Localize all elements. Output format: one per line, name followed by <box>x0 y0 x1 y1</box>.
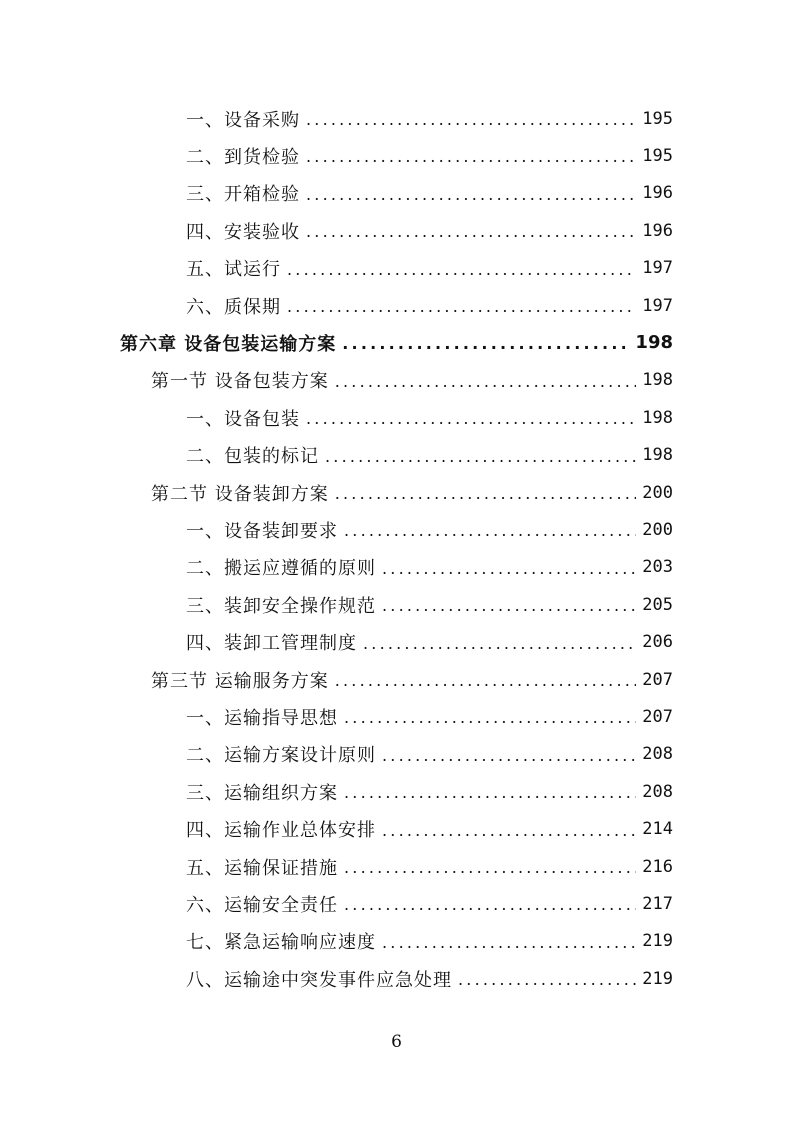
toc-entry-section[interactable] <box>151 474 673 511</box>
toc-entry-item[interactable] <box>186 100 673 137</box>
toc-dot-leader <box>306 222 636 241</box>
toc-dot-leader <box>342 334 629 353</box>
toc-entry-page-number: 205 <box>642 594 673 615</box>
toc-entry-title: 六、运输安全责任 <box>186 894 338 916</box>
toc-dot-leader <box>306 185 636 204</box>
toc-dot-leader <box>344 783 636 802</box>
toc-dot-leader <box>382 821 636 840</box>
toc-entry-title: 二、搬运应遵循的原则 <box>186 558 376 580</box>
toc-entry-title: 第一节 设备包装方案 <box>151 371 329 393</box>
toc-entry-title: 四、运输作业总体安排 <box>186 820 376 842</box>
toc-entry-page-number: 196 <box>642 183 673 204</box>
toc-entry-title: 第六章 设备包装运输方案 <box>120 333 337 355</box>
toc-entry-page-number: 219 <box>642 968 673 989</box>
toc-entry-title: 三、装卸安全操作规范 <box>186 595 376 617</box>
toc-dot-leader <box>287 260 636 279</box>
toc-entry-item[interactable] <box>186 885 673 922</box>
toc-entry-page-number: 198 <box>642 407 673 428</box>
toc-entry-title: 二、运输方案设计原则 <box>186 745 376 767</box>
toc-entry-item[interactable] <box>186 923 673 960</box>
toc-entry-page-number: 208 <box>642 744 673 765</box>
toc-entry-item[interactable] <box>186 399 673 436</box>
toc-entry-item[interactable] <box>186 175 673 212</box>
toc-dot-leader <box>325 447 636 466</box>
toc-dot-leader <box>382 596 636 615</box>
toc-entry-item[interactable] <box>186 773 673 810</box>
toc-entry-title: 一、运输指导思想 <box>186 707 338 729</box>
toc-entry-title: 四、装卸工管理制度 <box>186 633 357 655</box>
toc-entry-page-number: 208 <box>642 781 673 802</box>
toc-entry-item[interactable] <box>186 137 673 174</box>
toc-entry-page-number: 217 <box>642 893 673 914</box>
toc-entry-title: 三、运输组织方案 <box>186 782 338 804</box>
toc-dot-leader <box>306 409 636 428</box>
toc-dot-leader <box>382 559 636 578</box>
toc-entry-page-number: 195 <box>642 108 673 129</box>
toc-entry-item[interactable] <box>186 586 673 623</box>
toc-dot-leader <box>382 933 636 952</box>
toc-entry-page-number: 197 <box>642 295 673 316</box>
toc-entry-page-number: 200 <box>642 519 673 540</box>
toc-entry-page-number: 207 <box>642 669 673 690</box>
toc-entry-page-number: 197 <box>642 258 673 279</box>
toc-entry-page-number: 219 <box>642 931 673 952</box>
toc-entry-title: 一、设备装卸要求 <box>186 520 338 542</box>
toc-entry-title: 三、开箱检验 <box>186 184 300 206</box>
toc-entry-item[interactable] <box>186 848 673 885</box>
toc-entry-item[interactable] <box>186 549 673 586</box>
toc-entry-title: 七、紧急运输响应速度 <box>186 932 376 954</box>
toc-dot-leader <box>458 970 636 989</box>
toc-entry-item[interactable] <box>186 960 673 997</box>
toc-entry-section[interactable] <box>151 661 673 698</box>
toc-entry-page-number: 203 <box>642 557 673 578</box>
toc-entry-item[interactable] <box>186 511 673 548</box>
toc-entry-page-number: 196 <box>642 220 673 241</box>
toc-entry-section[interactable] <box>151 362 673 399</box>
toc-dot-leader <box>344 521 636 540</box>
toc-entry-item[interactable] <box>186 250 673 287</box>
toc-entry-page-number: 206 <box>642 632 673 653</box>
toc-dot-leader <box>306 110 636 129</box>
toc-entry-item[interactable] <box>186 437 673 474</box>
toc-dot-leader <box>287 297 636 316</box>
toc-entry-chapter[interactable] <box>120 324 673 361</box>
toc-entry-title: 五、试运行 <box>186 259 281 281</box>
toc-entry-item[interactable] <box>186 212 673 249</box>
toc-entry-page-number: 198 <box>642 370 673 391</box>
toc-entry-item[interactable] <box>186 698 673 735</box>
toc-entry-title: 一、设备包装 <box>186 408 300 430</box>
toc-entry-title: 第三节 运输服务方案 <box>151 670 329 692</box>
toc-entry-item[interactable] <box>186 736 673 773</box>
toc-entry-page-number: 200 <box>642 482 673 503</box>
toc-entry-title: 六、质保期 <box>186 296 281 318</box>
toc-entry-title: 一、设备采购 <box>186 109 300 131</box>
toc-dot-leader <box>335 372 637 391</box>
toc-dot-leader <box>306 147 636 166</box>
toc-dot-leader <box>363 634 636 653</box>
toc-entry-title: 八、运输途中突发事件应急处理 <box>186 969 452 991</box>
toc-entry-item[interactable] <box>186 287 673 324</box>
toc-dot-leader <box>344 895 636 914</box>
toc-dot-leader <box>344 708 636 727</box>
toc-entry-page-number: 198 <box>642 445 673 466</box>
toc-dot-leader <box>335 484 637 503</box>
toc-dot-leader <box>335 671 637 690</box>
toc-entry-title: 五、运输保证措施 <box>186 857 338 879</box>
toc-entry-title: 四、安装验收 <box>186 221 300 243</box>
toc-entry-page-number: 216 <box>642 856 673 877</box>
toc-entry-page-number: 198 <box>635 332 673 354</box>
toc-entry-title: 二、包装的标记 <box>186 446 319 468</box>
toc-entry-page-number: 214 <box>642 819 673 840</box>
toc-entry-item[interactable] <box>186 624 673 661</box>
toc-entry-page-number: 207 <box>642 706 673 727</box>
toc-dot-leader <box>344 858 636 877</box>
toc-entry-page-number: 195 <box>642 145 673 166</box>
toc-entry-item[interactable] <box>186 811 673 848</box>
toc-entry-title: 第二节 设备装卸方案 <box>151 483 329 505</box>
page-number: 6 <box>391 1032 402 1052</box>
toc-dot-leader <box>382 746 636 765</box>
toc-entry-title: 二、到货检验 <box>186 146 300 168</box>
